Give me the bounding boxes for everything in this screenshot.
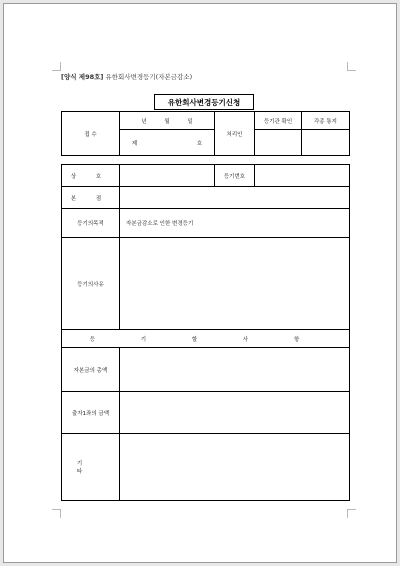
form-title: 유한회사변경등기신청 xyxy=(154,94,254,110)
notice-field[interactable] xyxy=(302,130,350,156)
receipt-date-label: 년 월 일 xyxy=(120,112,215,130)
unit-amount-label: 출자1좌의 금액 xyxy=(62,392,120,434)
head-office-field[interactable] xyxy=(120,187,350,209)
other-field[interactable] xyxy=(120,434,350,501)
purpose-value: 자본금감소로 인한 변경등기 xyxy=(120,209,350,238)
registry-number-field[interactable] xyxy=(255,165,350,187)
registrar-check-label: 등기관 확인 xyxy=(255,112,302,130)
registry-number-label: 등기번호 xyxy=(215,165,255,187)
matters-header: 등 기 할 사 항 xyxy=(62,330,350,348)
document-page xyxy=(3,3,397,563)
form-caption xyxy=(61,72,192,81)
receipt-number-label: 제 호 xyxy=(120,130,215,156)
crop-mark xyxy=(52,62,61,71)
form-caption-title: 유한회사변경등기(자본금감소) xyxy=(105,73,193,81)
cause-label: 등기의사유 xyxy=(62,238,120,330)
notice-label: 각종 통지 xyxy=(302,112,350,130)
capital-total-label: 자본금의 총액 xyxy=(62,348,120,392)
trade-name-label: 상 호 xyxy=(62,165,120,187)
registrar-check-field[interactable] xyxy=(255,130,302,156)
crop-mark xyxy=(347,509,356,518)
receipt-label: 접 수 xyxy=(62,112,120,156)
crop-mark xyxy=(347,62,356,71)
unit-amount-field[interactable] xyxy=(120,392,350,434)
handling-label: 처리인 xyxy=(215,112,255,156)
trade-name-field[interactable] xyxy=(120,165,215,187)
receipt-table xyxy=(61,111,350,156)
purpose-label: 등기의목적 xyxy=(62,209,120,238)
head-office-label: 본 점 xyxy=(62,187,120,209)
capital-total-field[interactable] xyxy=(120,348,350,392)
registration-table xyxy=(61,164,350,501)
other-label: 기 타 xyxy=(62,434,120,501)
form-number: [양식 제98호] xyxy=(61,73,104,81)
crop-mark xyxy=(52,509,61,518)
cause-field[interactable] xyxy=(120,238,350,330)
